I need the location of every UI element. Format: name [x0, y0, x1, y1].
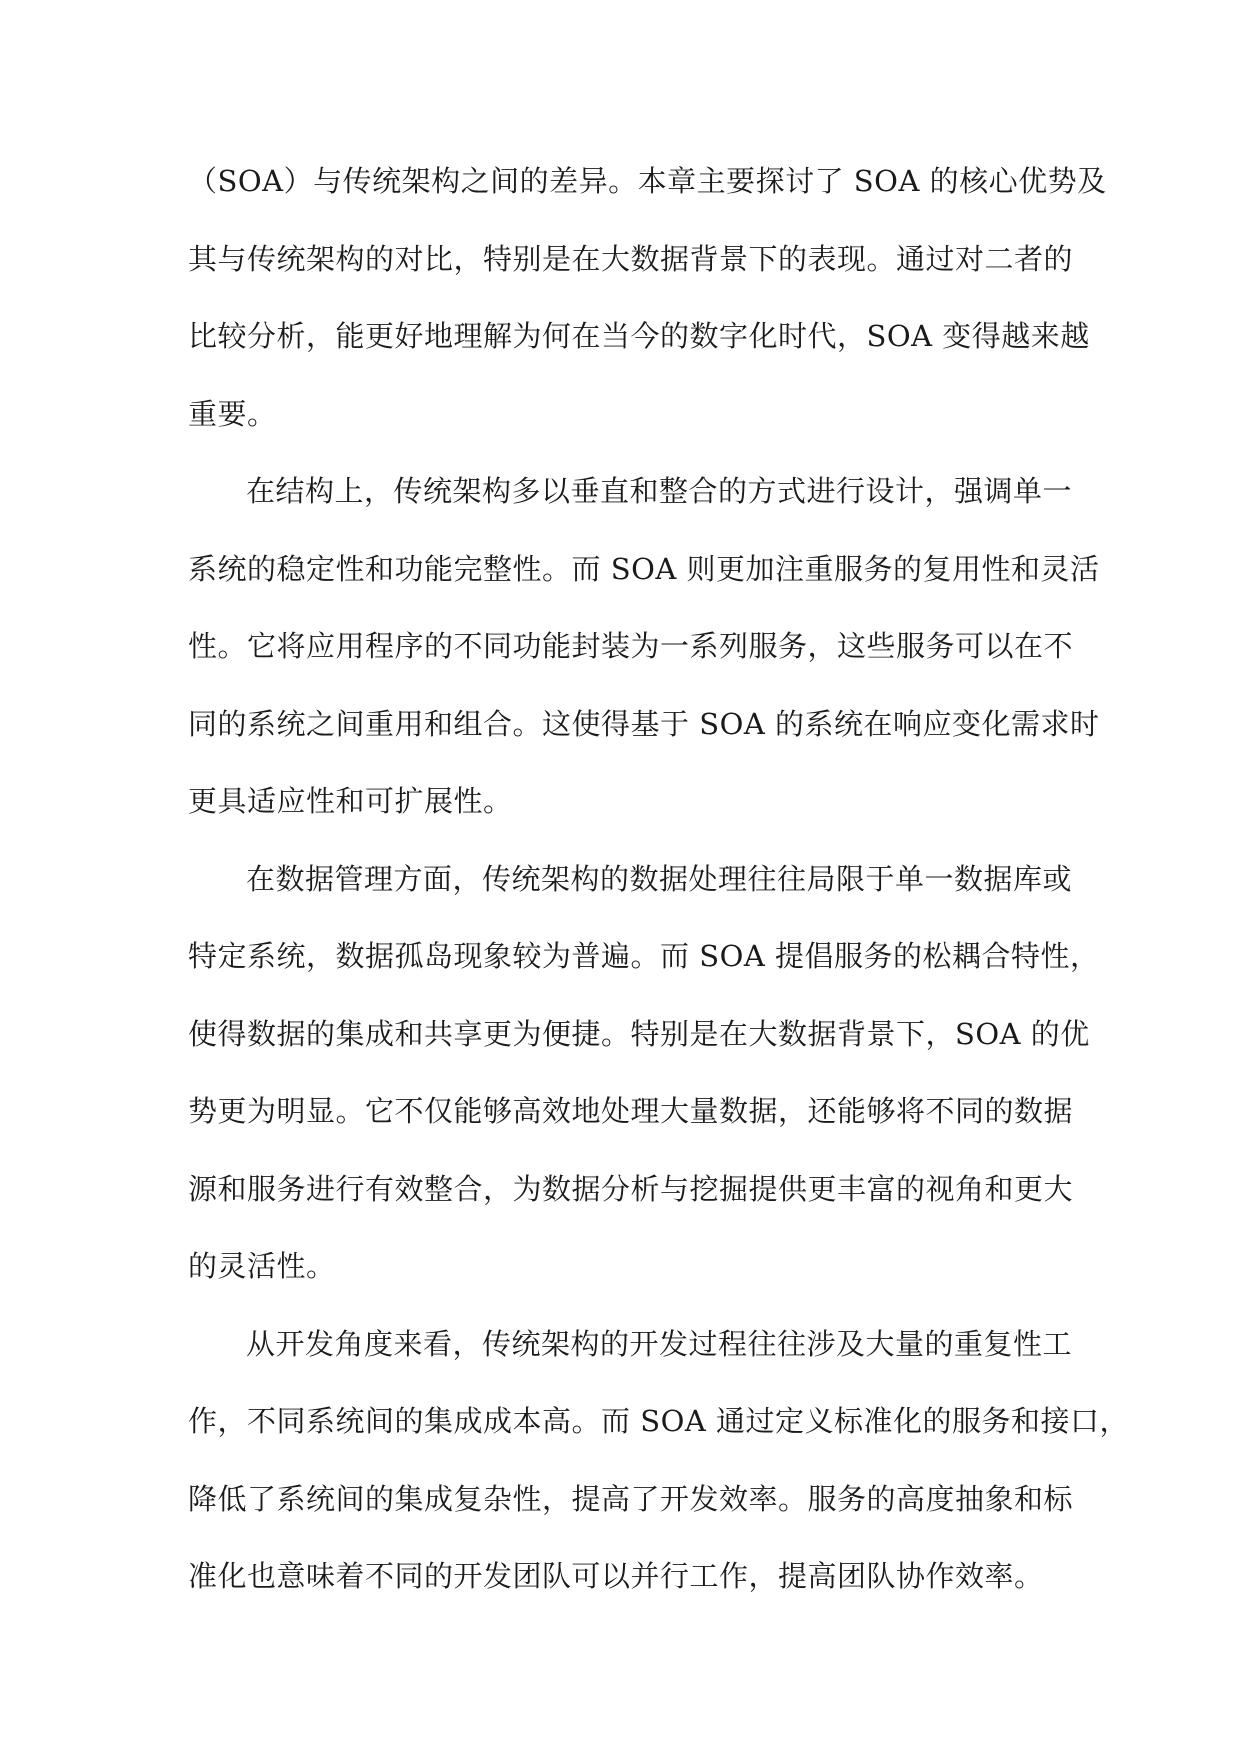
text-line: 重要。 — [188, 396, 277, 431]
text-line: 更具适应性和可扩展性。 — [188, 784, 513, 818]
text-line: 降低了系统间的集成复杂性，提高了开发效率。服务的高度抽象和标 — [188, 1481, 1074, 1516]
text-line: 的灵活性。 — [188, 1249, 336, 1283]
text-line: 准化也意味着不同的开发团队可以并行工作，提高团队协作效率。 — [188, 1559, 1044, 1593]
text-line: 其与传统架构的对比，特别是在大数据背景下的表现。通过对二者的 — [188, 241, 1074, 276]
text-line: 作，不同系统间的集成成本高。而 SOA 通过定义标准化的服务和接口， — [188, 1404, 1130, 1438]
text-line: 在结构上，传统架构多以垂直和整合的方式进行设计，强调单一 — [246, 474, 1073, 508]
text-line: 同的系统之间重用和组合。这使得基于 SOA 的系统在响应变化需求时 — [188, 706, 1100, 741]
text-line: 特定系统，数据孤岛现象较为普遍。而 SOA 提倡服务的松耦合特性， — [188, 939, 1100, 973]
text-line: 势更为明显。它不仅能够高效地处理大量数据，还能够将不同的数据 — [188, 1094, 1074, 1128]
text-line: 从开发角度来看，传统架构的开发过程往往涉及大量的重复性工 — [246, 1326, 1073, 1361]
text-line: 使得数据的集成和共享更为便捷。特别是在大数据背景下，SOA 的优 — [188, 1016, 1090, 1051]
text-line: 比较分析，能更好地理解为何在当今的数字化时代，SOA 变得越来越 — [188, 319, 1090, 353]
text-line: 在数据管理方面，传统架构的数据处理往往局限于单一数据库或 — [246, 861, 1073, 896]
text-line: 性。它将应用程序的不同功能封装为一系列服务，这些服务可以在不 — [188, 629, 1074, 663]
text-line: 系统的稳定性和功能完整性。而 SOA 则更加注重服务的复用性和灵活 — [188, 551, 1100, 586]
text-line: （SOA）与传统架构之间的差异。本章主要探讨了 SOA 的核心优势及 — [188, 164, 1107, 198]
text-line: 源和服务进行有效整合，为数据分析与挖掘提供更丰富的视角和更大 — [188, 1171, 1074, 1206]
body-text — [188, 143, 1130, 1616]
